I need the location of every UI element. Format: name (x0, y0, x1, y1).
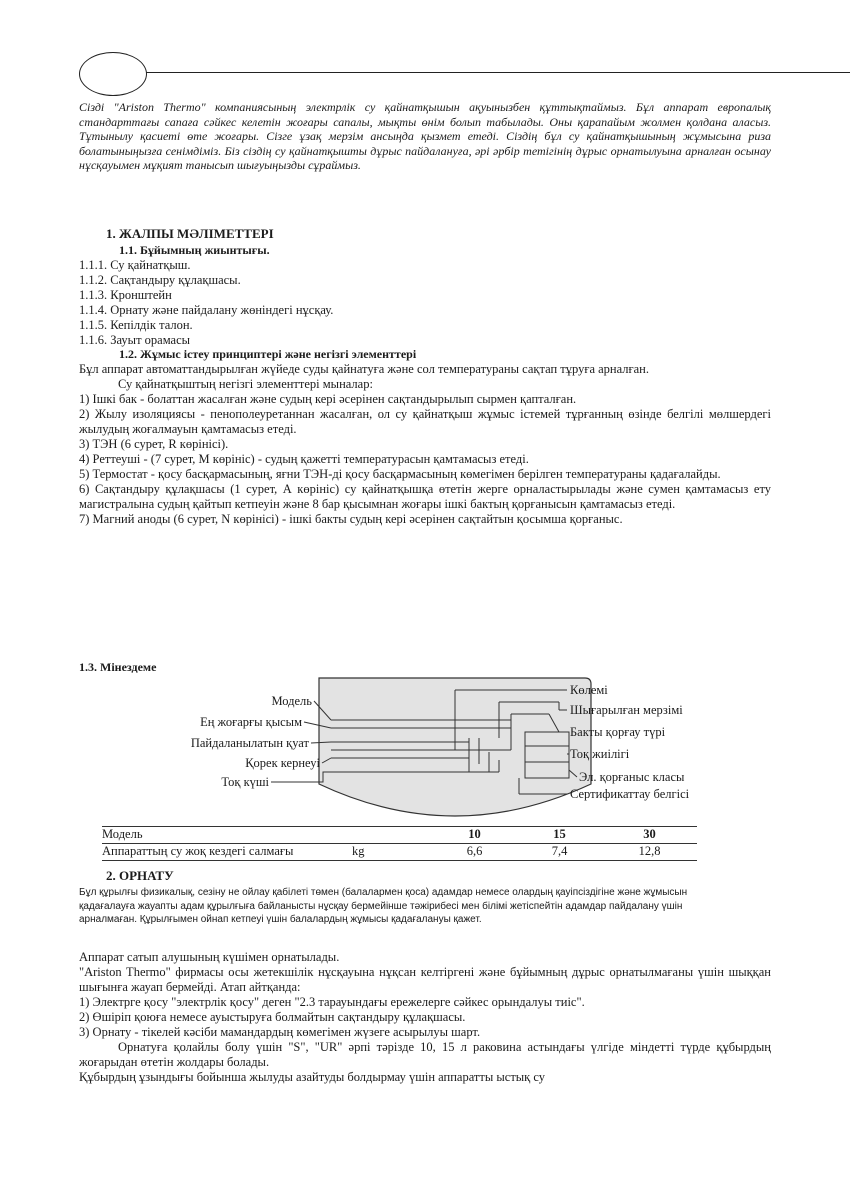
weight-table (102, 826, 697, 861)
kit-item: 1.1.3. Кронштейн (79, 288, 172, 302)
label-max-pressure: Ең жоғарғы қысым (200, 715, 302, 729)
label-protection-class: Эл. қорғаныс класы (579, 770, 685, 784)
table-cell: 10 (432, 827, 517, 844)
table-cell: 7,4 (517, 844, 602, 861)
list-item: 1) Электрге қосу "электрлік қосу" деген "2.3 тарауындағы ережелерге сәйкес орындалуы тиіс". (79, 995, 585, 1009)
table-cell: Аппараттың су жоқ кездегі салмағы (102, 844, 352, 861)
kit-item: 1.1.4. Орнату және пайдалану жөніндегі нұсқау. (79, 303, 334, 317)
label-certification: Сертификаттау белгісі (570, 787, 690, 801)
paragraph: Орнатуға қолайлы болу үшін "S", "UR" әрпі тәрізде 10, 15 л раковина астындағы үлгіде міндетті түрде құбырдың жоғарыдан өтетін жолдары болады. (79, 1040, 771, 1069)
header-rule (146, 72, 850, 73)
element-item: 4) Реттеуші - (7 сурет, М көрініс) - судың қажетті температурасын қамтамасыз етеді. (79, 452, 529, 466)
kit-item: 1.1.5. Кепілдік талон. (79, 318, 193, 332)
element-item: 2) Жылу изоляциясы - пенополеуретаннан жасалған, ол су қайнатқыш жұмыс істемей тұрғанның өзінде белгілі мөлшердегі жылудың жоғалмауын қамтамасыз етеді. (79, 407, 771, 436)
operation-text (79, 362, 771, 527)
kit-item: 1.1.1. Су қайнатқыш. (79, 258, 191, 272)
table-cell: 6,6 (432, 844, 517, 861)
element-item: 1) Ішкі бак - болаттан жасалған және судың кері әсерінен сақтандырылып сырмен қапталған. (79, 392, 577, 406)
table-header-row (102, 827, 697, 844)
label-production-date: Шығарылған мерзімі (570, 703, 683, 717)
element-item: 7) Магний аноды (6 сурет, N көрінісі) - ішкі бакты судың кері әсерінен сақтайтын қосымша қорғаныс. (79, 512, 623, 526)
rating-plate-diagram (79, 676, 771, 826)
paragraph: Аппарат сатып алушының күшімен орнатылады. (79, 950, 340, 964)
section-1-1-title: 1.1. Бұйымның жиынтығы. (119, 243, 270, 257)
label-tank-protection: Бакты қорғау түрі (570, 725, 666, 739)
table-cell: 15 (517, 827, 602, 844)
paragraph: Құбырдың ұзындығы бойынша жылуды азайтуды болдырмау үшін аппаратты ыстық су (79, 1070, 546, 1084)
label-volume: Көлемі (570, 683, 608, 697)
section-1-title: 1. ЖАЛПЫ МӘЛІМЕТТЕРІ (106, 226, 274, 241)
paragraph: Бұл аппарат автоматтандырылған жүйеде суды қайнатуға және сол температураны сақтап тұруға арналған. (79, 362, 649, 376)
label-model: Модель (271, 694, 312, 708)
section-2-title: 2. ОРНАТУ (106, 868, 174, 883)
safety-warning: Бұл құрылғы физикалық, сезіну не ойлау қабілеті төмен (балалармен қоса) адамдар немесе олардың қауіпсіздігіне және жұмысын қадағалауға жауапты адам құрылғыға байланысты нұсқау бермейінше тәжірибесі мен білімі жетіспейтін адамдар пайдалану үшін арналмаған. Құрылғымен ойнап кетпеуі үшін балалардың жұмысы қадағалануы қажет. (79, 887, 688, 925)
table-cell: 30 (602, 827, 697, 844)
label-voltage: Қорек кернеуі (245, 756, 320, 770)
element-item: 6) Сақтандыру құлақшасы (1 сурет, А көрініс) су қайнатқышқа өтетін жерге орналастырылады және сумен қамтамасыз ету магистралына судың қайтып кетпеуін және 8 бар қысымнан жоғары ішкі бактың қорғанысын қамтамасыз етеді. (79, 482, 771, 511)
list-item: 2) Өшіріп қоюға немесе ауыстыруға болмайтын сақтандыру құлақшасы. (79, 1010, 466, 1024)
section-1-3-title: 1.3. Мінездеме (79, 660, 157, 674)
kit-item: 1.1.2. Сақтандыру құлақшасы. (79, 273, 241, 287)
label-current: Тоқ күші (221, 775, 269, 789)
installation-text (79, 950, 771, 1085)
label-power: Пайдаланылатын қуат (190, 736, 309, 750)
paragraph: Су қайнатқыштың негізгі элементтері мыналар: (118, 377, 373, 391)
table-cell: Модель (102, 827, 352, 844)
paragraph: "Ariston Thermo" фирмасы осы жетекшілік нұсқауына нұқсан келтіргені және бұйымның дұрыс орнатылмағаны үшін шыққан шығынға жауап бермейді. Атап айтқанда: (79, 965, 771, 994)
element-item: 5) Термостат - қосу басқармасының, яғни ТЭН-ді қосу басқармасының көмегімен берілген температураны қадағалайды. (79, 467, 721, 481)
section-1-2-title: 1.2. Жұмыс істеу принциптері және негізгі элементтері (119, 347, 417, 361)
table-cell: 12,8 (602, 844, 697, 861)
intro-paragraph: Сізді "Ariston Thermo" компаниясының электрлік су қайнатқышын ақуынызбен құттықтаймыз. Бұл аппарат европалық стандарттағы сапаға сәйкес келетін жоғары сапалы, мықты өнім болып табылады. Оны қарапайым жолмен қолдана аласыз. Тұтынылу қасиеті өте жоғары. Сізге ұзақ мерзім ансыңда қызмет етеді. Сіздің бұл су қайнатқышының жұмысына риза болатыныңызға сенімдіміз. Біз сіздің су қайнатқышты дұрыс пайдалануға, әрі әрбір тетігінің дұрыс орнатылуына арналған осынау нұсқауымен мұқият танысып шығуыңызды сұраймыз. (79, 100, 771, 172)
element-item: 3) ТЭН (6 сурет, R көрінісі). (79, 437, 229, 451)
table-cell: kg (352, 844, 432, 861)
label-frequency: Тоқ жиілігі (570, 747, 630, 761)
table-row (102, 844, 697, 861)
kit-item: 1.1.6. Зауыт орамасы (79, 333, 191, 347)
page-number-oval (79, 52, 147, 96)
kit-list (79, 258, 771, 348)
table-cell (352, 827, 432, 844)
list-item: 3) Орнату - тікелей кәсіби мамандардың көмегімен жүзеге асырылуы шарт. (79, 1025, 481, 1039)
